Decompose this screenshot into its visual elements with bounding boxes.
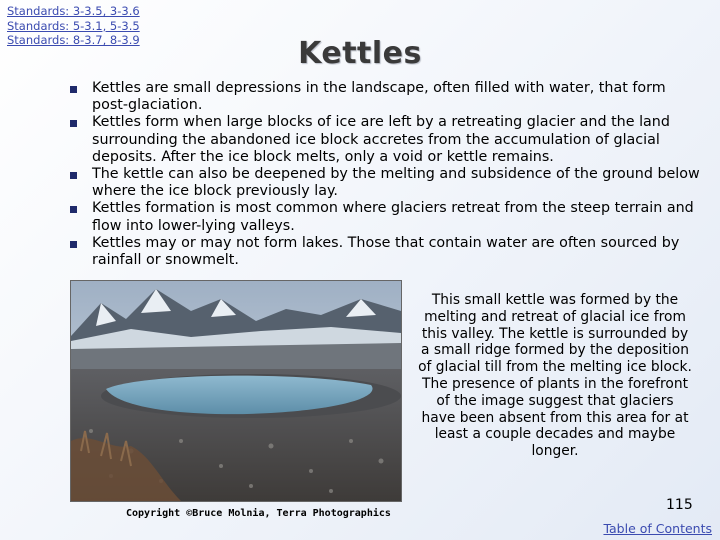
standards-link-1[interactable]: Standards: 3-3.5, 3-3.6 (7, 4, 140, 18)
kettle-lake-photo (70, 280, 402, 502)
bullet-text: Kettles may or may not form lakes. Those that contain water are often sourced by rainfall or snowmelt. (92, 234, 680, 269)
slide-title: Kettles (298, 36, 422, 71)
bullet-item (62, 235, 702, 269)
bullet-square-icon (70, 172, 77, 179)
bullet-item (62, 166, 702, 200)
standards-link-3[interactable]: Standards: 8-3.7, 8-3.9 (7, 33, 140, 47)
standards-link-2[interactable]: Standards: 5-3.1, 5-3.5 (7, 18, 140, 33)
bullet-list (62, 80, 702, 269)
bullet-item (62, 114, 702, 166)
bullet-square-icon (70, 86, 77, 93)
bullet-item (62, 80, 702, 114)
bullet-square-icon (70, 206, 77, 213)
table-of-contents-link[interactable]: Table of Contents (603, 521, 712, 536)
bullet-text: Kettles are small depressions in the landscape, often filled with water, that form post-glaciation. (92, 80, 666, 114)
bullet-text: Kettles form when large blocks of ice are left by a retreating glacier and the land surrounding the abandoned ice block accretes from the accumulation of glacial deposits. After the ice block melts, only a void or kettle remains. (92, 114, 670, 165)
bullet-item (62, 200, 702, 234)
bullet-text: The kettle can also be deepened by the melting and subsidence of the ground below where the ice block previously lay. (92, 166, 700, 200)
bullet-square-icon (70, 120, 77, 127)
page-number: 115 (666, 497, 693, 513)
bullet-square-icon (70, 241, 77, 248)
photo-copyright: Copyright ©Bruce Molnia, Terra Photographics (126, 508, 391, 519)
photo-caption: This small kettle was formed by the melting and retreat of glacial ice from this valley. The kettle is surrounded by a small ridge formed by the deposition of glacial till from the melting ice block. The presence of plants in the forefront of the image suggest that glaciers have been absent from this area for at least a couple decades and maybe longer. (418, 292, 692, 460)
bullet-text: Kettles formation is most common where glaciers retreat from the steep terrain and flow into lower-lying valleys. (92, 200, 694, 234)
